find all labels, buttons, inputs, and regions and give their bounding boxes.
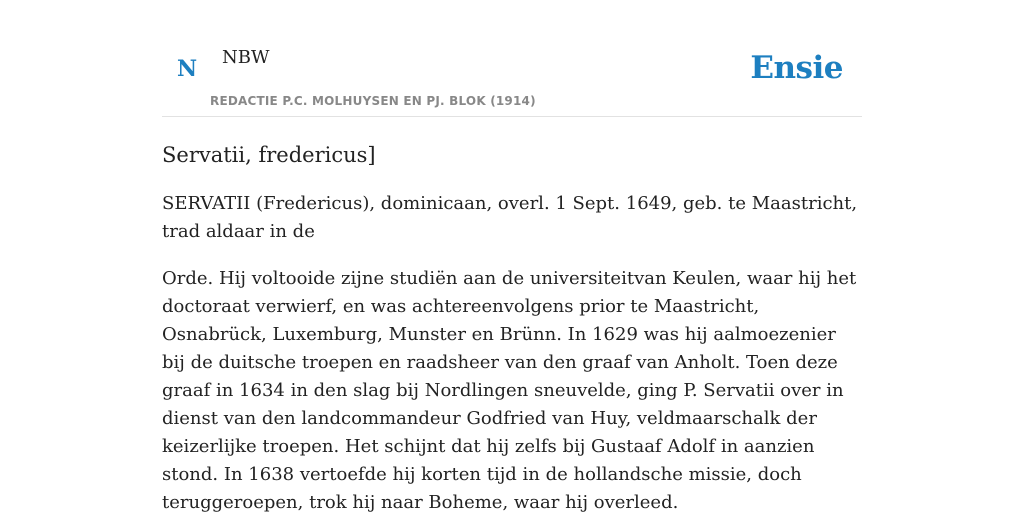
entry-content bbox=[162, 139, 862, 512]
site-header bbox=[162, 0, 862, 117]
entry-paragraph: SERVATII (Fredericus), dominicaan, overl. 1 Sept. 1649, geb. te Maastricht, trad aldaar in de bbox=[162, 193, 858, 242]
entry-paragraph: Orde. Hij voltooide zijne studiën aan de universiteitvan Keulen, waar hij het doctoraat verwierf, en was achtereenvolgens prior te Maastricht, Osnabrück, Luxemburg, Munster en Brünn. In 1629 was hij aalmoezenier bij de duitsche troepen en raadsheer van den graaf van Anholt. Toen deze graaf in 1634 in den slag bij Nordlingen sneuvelde, ging P. Servatii over in dienst van den landcommandeur Godfried van Huy, veldmaarschalk der keizerlijke troepen. Het schijnt dat hij zelfs bij Gustaaf Adolf in aanzien stond. In 1638 vertoefde hij korten tijd in de hollandsche missie, doch teruggeroepen, trok hij naar Boheme, waar hij overleed. bbox=[162, 268, 857, 512]
source-editors: REDACTIE P.C. MOLHUYSEN EN PJ. BLOK (1914) bbox=[210, 94, 536, 108]
entry-title: Servatii, fredericus] bbox=[162, 143, 376, 167]
source-name-link[interactable]: NBW bbox=[222, 47, 270, 68]
brand-logo-link[interactable]: Ensie bbox=[750, 50, 843, 86]
source-logo-icon[interactable]: N bbox=[177, 56, 198, 82]
